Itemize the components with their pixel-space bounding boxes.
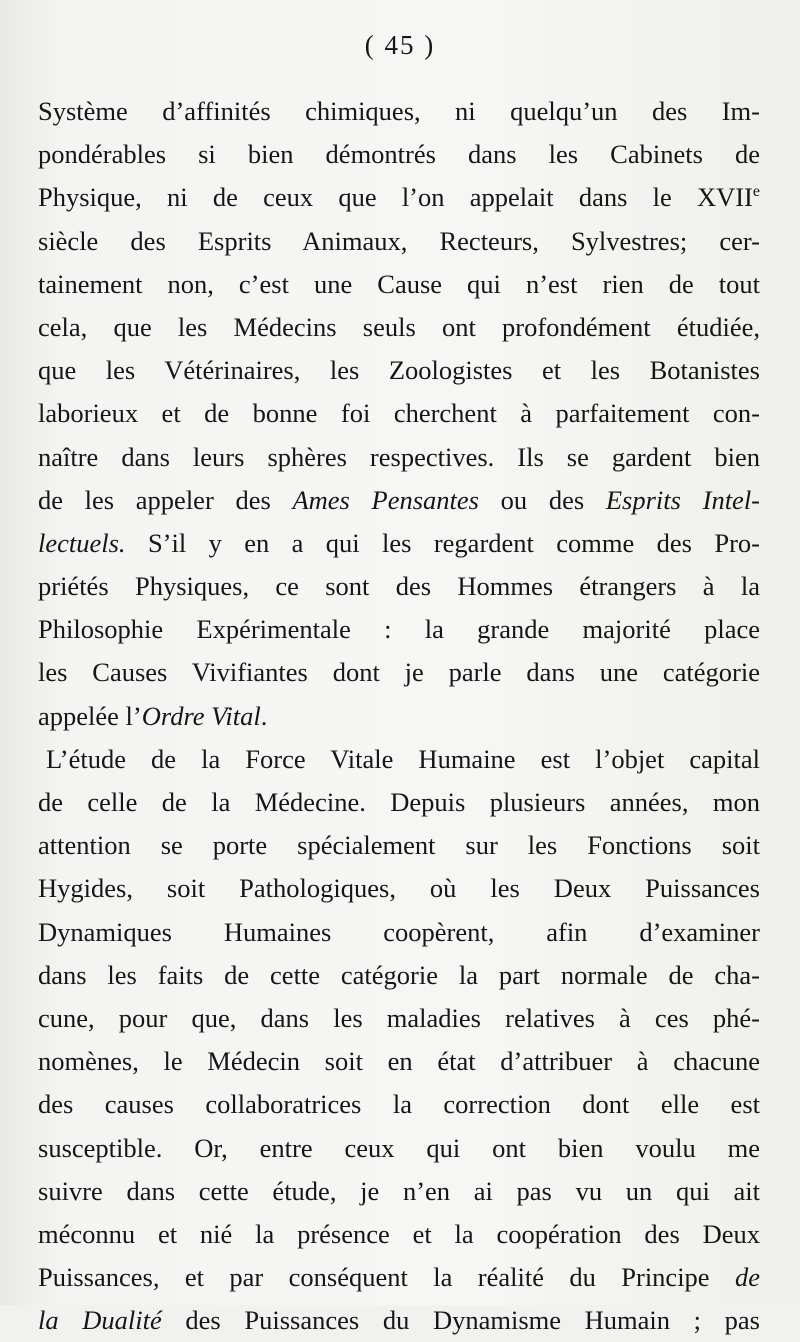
text-segment: les Causes Vivifiantes dont je parle dans une catégorie: [38, 657, 760, 688]
text-line: [38, 220, 760, 263]
italic-text: Esprits Intel-: [605, 484, 761, 515]
text-line: [38, 1083, 760, 1126]
text-segment: L’étude de la Force Vitale Humaine est l’objet capital: [46, 743, 760, 774]
text-segment: Philosophie Expérimentale : la grande majorité place: [38, 614, 760, 645]
text-segment: de celle de la Médecine. Depuis plusieurs années, mon: [38, 787, 760, 817]
text-line: [38, 1127, 760, 1170]
text-segment: cune, pour que, dans les maladies relatives à ces phé-: [38, 1002, 760, 1033]
text-segment: nomènes, le Médecin soit en état d’attribuer à chacune: [38, 1046, 760, 1077]
text-line: [38, 565, 760, 608]
text-segment: des Puissances du Dynamisme Humain ; pas: [161, 1305, 760, 1336]
text-segment: de les appeler des: [38, 484, 293, 515]
text-line: [38, 695, 760, 738]
italic-text: Ames Pensantes: [292, 484, 479, 515]
text-line: [38, 133, 760, 176]
text-line: [38, 997, 760, 1040]
text-line: [38, 263, 760, 306]
text-segment: Hygides, soit Pathologiques, où les Deux Puissances: [38, 873, 760, 904]
paragraph: [38, 90, 760, 738]
text-line: [38, 1299, 760, 1342]
text-segment: méconnu et nié la présence et la coopération des Deux: [38, 1218, 760, 1249]
text-segment: siècle des Esprits Animaux, Recteurs, Sylvestres; cer-: [38, 225, 760, 256]
text-segment: appelée l’: [38, 700, 142, 731]
text-segment: cela, que les Médecins seuls ont profondément étudiée,: [38, 311, 760, 342]
text-segment: suivre dans cette étude, je n’en ai pas vu un qui ait: [38, 1175, 760, 1206]
text-line: [38, 436, 760, 479]
text-segment: ou des: [478, 484, 606, 515]
text-line: [38, 608, 760, 651]
text-line: [38, 1256, 760, 1299]
text-segment: tainement non, c’est une Cause qui n’est rien de tout: [38, 268, 760, 299]
paragraph: [38, 738, 760, 1342]
text-segment: Dynamiques Humaines coopèrent, afin d’examiner: [38, 916, 760, 947]
text-segment: naître dans leurs sphères respectives. Ils se gardent bien: [38, 441, 760, 472]
text-segment: Système d’affinités chimiques, ni quelqu’un des Im-: [38, 96, 760, 126]
text-line: [38, 176, 760, 219]
italic-text: la Dualité: [38, 1305, 162, 1336]
italic-text: de: [734, 1262, 760, 1293]
text-segment: des causes collaboratrices la correction dont elle est: [38, 1089, 760, 1120]
text-segment: priétés Physiques, ce sont des Hommes étrangers à la: [38, 571, 760, 602]
text-segment: S’il y en a qui les regardent comme des Pro-: [125, 527, 760, 558]
text-line: [38, 738, 760, 781]
page-number: ( 45 ): [364, 30, 436, 60]
text-line: [38, 1040, 760, 1083]
text-line: [38, 392, 760, 435]
text-segment: susceptible. Or, entre ceux qui ont bien voulu me: [38, 1132, 760, 1163]
text-line: [38, 306, 760, 349]
text-segment: Puissances, et par conséquent la réalité du Principe: [38, 1262, 735, 1293]
text-line: [38, 781, 760, 824]
text-line: [38, 1170, 760, 1213]
italic-text: Ordre Vital: [141, 700, 261, 731]
superscript: e: [752, 183, 760, 201]
text-segment: pondérables si bien démontrés dans les Cabinets de: [38, 139, 760, 170]
text-segment: dans les faits de cette catégorie la part normale de cha-: [38, 959, 760, 990]
text-line: [38, 479, 760, 522]
body-text: [38, 90, 760, 1342]
text-segment: Physique, ni de ceux que l’on appelait dans le XVII: [38, 182, 753, 213]
text-segment: laborieux et de bonne foi cherchent à parfaitement con-: [38, 398, 760, 429]
text-line: [38, 651, 760, 694]
text-line: [38, 824, 760, 867]
text-line: [38, 954, 760, 997]
text-line: [38, 1213, 760, 1256]
text-line: [38, 522, 760, 565]
text-segment: que les Vétérinaires, les Zoologistes et les Botanistes: [38, 355, 760, 386]
text-line: [38, 911, 760, 954]
text-line: [38, 90, 760, 133]
text-line: [38, 349, 760, 392]
italic-text: lectuels.: [38, 527, 126, 558]
text-line: [38, 867, 760, 910]
text-segment: attention se porte spécialement sur les Fonctions soit: [38, 830, 760, 861]
text-segment: .: [260, 700, 268, 731]
